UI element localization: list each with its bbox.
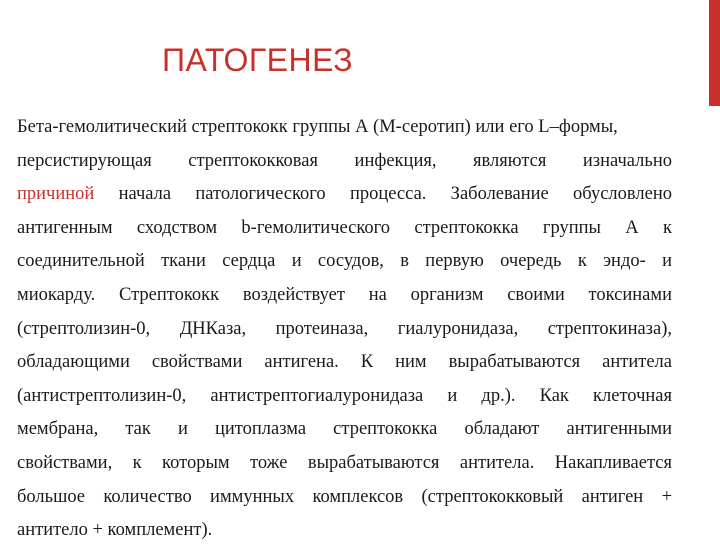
text-line: свойствами, к которым тоже вырабатываются антитела. Накапливается: [17, 452, 672, 473]
text-line: антигенным сходством b-гемолитического стрептококка группы А к: [17, 217, 672, 238]
text-line: большое количество иммунных комплексов (стрептококковый антиген +: [17, 486, 672, 507]
text-line: антитело + комплемент).: [17, 520, 213, 541]
text-line: мембрана, так и цитоплазма стрептококка обладают антигенными: [17, 419, 672, 440]
accent-bar: [709, 0, 720, 106]
text-line: (стрептолизин-0, ДНКаза, протеиназа, гиалуронидаза, стрептокиназа),: [17, 318, 672, 339]
text-line: Бета-гемолитический стрептококк группы А (М-серотип) или его L–формы,: [17, 117, 618, 137]
text-line: персистирующая стрептококковая инфекция, являются изначально: [17, 150, 672, 171]
text-line-rest: начала патологического процесса. Заболевание обусловлено: [94, 184, 672, 205]
text-line: обладающими свойствами антигена. К ним вырабатываются антитела: [17, 352, 672, 373]
text-line: [17, 178, 672, 212]
text-line: миокарду. Стрептококк воздействует на организм своими токсинами: [17, 284, 672, 305]
body-paragraph: [17, 111, 672, 548]
text-line: соединительной ткани сердца и сосудов, в первую очередь к эндо- и: [17, 251, 672, 272]
text-line: (антистрептолизин-0, антистрептогиалуронидаза и др.). Как клеточная: [17, 385, 672, 406]
highlighted-word: причиной: [17, 184, 95, 205]
slide-title: ПАТОГЕНЕЗ: [162, 42, 354, 78]
